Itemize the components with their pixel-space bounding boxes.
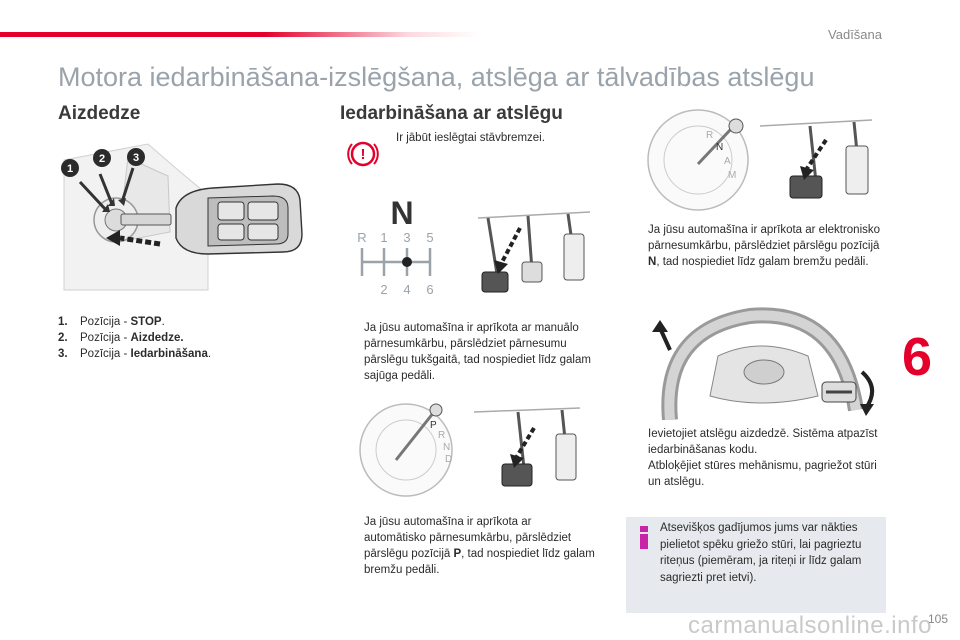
ignition-key-illustration [58, 140, 316, 292]
watermark: carmanualsonline.info [688, 612, 932, 639]
svg-text:6: 6 [426, 282, 434, 297]
svg-text:3: 3 [403, 230, 411, 245]
svg-text:R: R [357, 230, 367, 245]
svg-text:2: 2 [380, 282, 388, 297]
info-icon [636, 524, 652, 550]
svg-text:!: ! [360, 146, 366, 163]
info-box-text: Atsevišķos gadījumos jums var nākties pielietot spēku griežo stūri, lai pagrieztu riteņus (piemēram, ja riteņi ir līdz galam sagriezti pret ietvi). [660, 522, 862, 584]
chapter-color-bar [0, 32, 480, 37]
manual-gearbox-instruction: Ja jūsu automašīna ir aprīkota ar manuālo pārnesumkārbu, pārslēdziet pārnesumu pārslēgu tukšgaitā, tad nospiediet līdz galam sajūga pedāli. [364, 322, 591, 382]
step-label-3: 3 [132, 152, 140, 164]
ignition-step: 1. Pozīcija - STOP. [58, 316, 165, 328]
electronic-gearbox-instruction: Ja jūsu automašīna ir aprīkota ar elektronisko pārnesumkārbu, pārslēdziet pārslēgu pozīcijā N, tad nospiediet līdz galam bremžu pedāli. [648, 224, 881, 268]
svg-text:P: P [430, 420, 437, 431]
svg-text:R: R [438, 430, 446, 441]
svg-text:A: A [724, 156, 731, 167]
page-number: 105 [927, 612, 948, 626]
neutral-label: N [390, 195, 414, 231]
chapter-number: 6 [902, 327, 933, 387]
svg-text:N: N [716, 142, 724, 153]
ignition-step: 3. Pozīcija - Iedarbināšana. [58, 348, 212, 360]
insert-key-instruction: Ievietojiet atslēgu aizdedzē. Sistēma atpazīst iedarbināšanas kodu. [648, 428, 878, 456]
svg-text:1: 1 [380, 230, 388, 245]
iedarbinasana-heading: Iedarbināšana ar atslēgu [340, 103, 563, 124]
electronic-gearbox-illustration [640, 104, 878, 212]
svg-text:M: M [728, 170, 737, 181]
svg-text:R: R [706, 130, 714, 141]
svg-text:D: D [445, 454, 453, 465]
step-label-1: 1 [66, 163, 74, 175]
manual-gearbox-illustration [350, 190, 600, 308]
automatic-gearbox-illustration [356, 398, 586, 498]
header-section-title: Vadīšana [828, 27, 882, 42]
ignition-steps-list [58, 314, 211, 362]
ignition-step: 2. Pozīcija - Aizdedze. [58, 332, 184, 344]
unlock-steering-instruction: Atbloķējiet stūres mehānismu, pagriežot stūri un atslēgu. [648, 460, 877, 488]
automatic-gearbox-instruction: Ja jūsu automašīna ir aprīkota ar automātisko pārnesumkārbu, pārslēdziet pārslēgu pozīcijā P, tad nospiediet līdz galam bremžu pedāli. [364, 516, 595, 576]
handbrake-warning: Ir jābūt ieslēgtai stāvbremzei. [396, 132, 545, 144]
aizdedze-heading: Aizdedze [58, 103, 141, 124]
svg-text:4: 4 [403, 282, 411, 297]
svg-text:5: 5 [426, 230, 434, 245]
warning-icon [346, 139, 380, 169]
page-title: Motora iedarbināšana-izslēgšana, atslēga ar tālvadības atslēgu [58, 62, 815, 92]
steering-wheel-illustration [640, 300, 886, 420]
svg-text:N: N [443, 442, 451, 453]
step-label-2: 2 [98, 153, 106, 165]
